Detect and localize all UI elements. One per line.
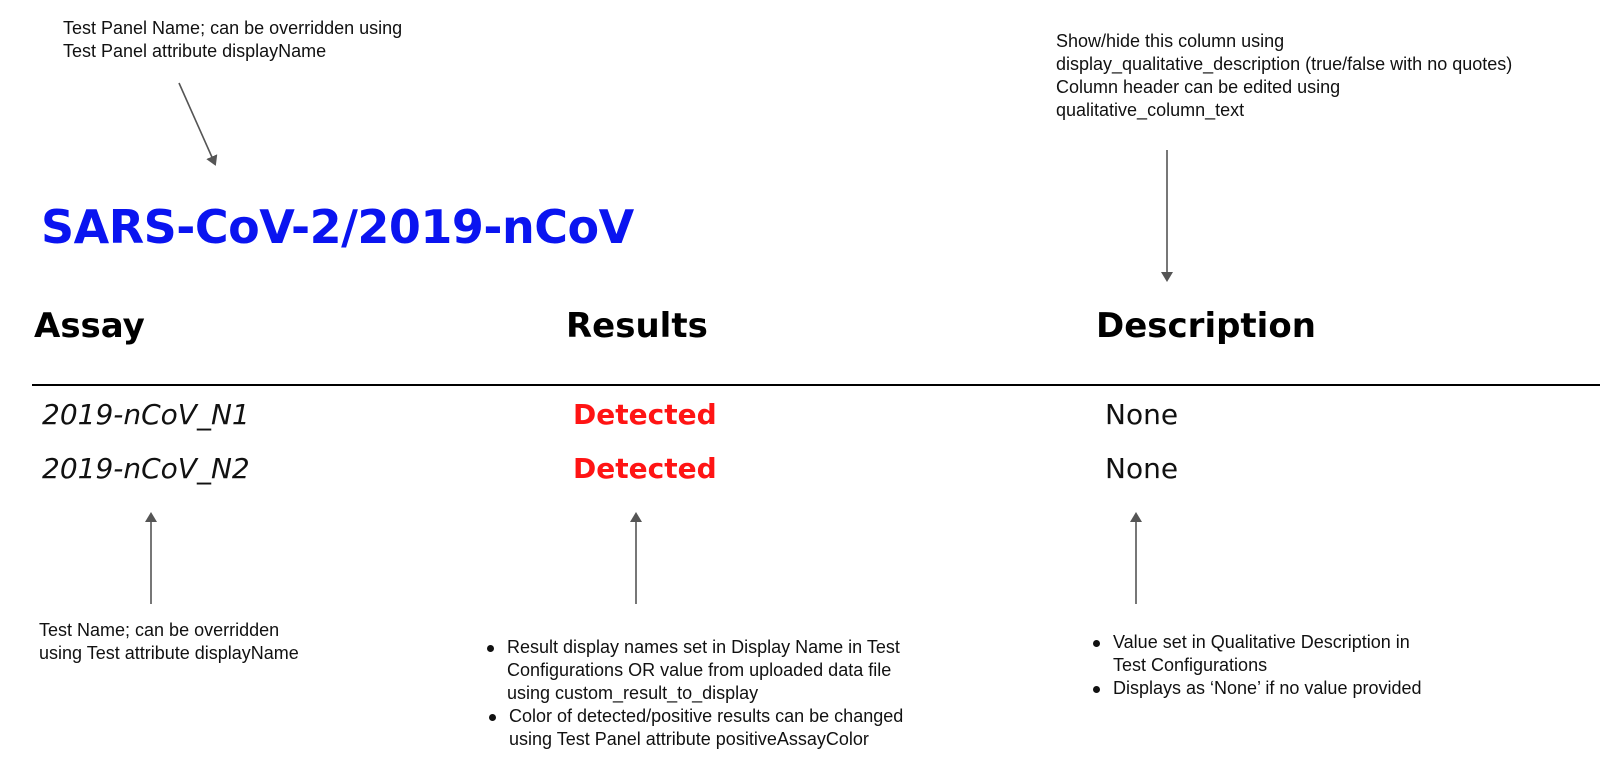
- column-header-results: Results: [566, 306, 708, 346]
- annotation-qualitative-description: [1113, 631, 1422, 700]
- annotation-line: display_qualitative_description (true/false with no quotes): [1056, 54, 1513, 74]
- result-value: Detected: [573, 398, 717, 431]
- annotation-bullet: [509, 705, 903, 751]
- arrow-panel-name: [179, 83, 215, 164]
- annotation-line: Result display names set in Display Name in Test: [507, 637, 900, 657]
- bullet-icon: [1093, 640, 1100, 647]
- annotation-line: qualitative_column_text: [1056, 100, 1245, 120]
- annotation-line: Value set in Qualitative Description in: [1113, 632, 1410, 652]
- annotation-bullet: [1113, 631, 1422, 677]
- annotation-results: [507, 636, 903, 751]
- annotation-line: Displays as ‘None’ if no value provided: [1113, 678, 1422, 698]
- annotation-line: Show/hide this column using: [1056, 31, 1285, 51]
- annotation-line: Column header can be edited using: [1056, 77, 1341, 97]
- column-header-description: Description: [1096, 306, 1316, 346]
- result-value: Detected: [573, 452, 717, 485]
- assay-name: 2019-nCoV_N1: [42, 398, 250, 431]
- description-value: None: [1105, 452, 1179, 485]
- annotation-bullet: [1113, 677, 1422, 700]
- annotation-description-column: [1056, 30, 1512, 122]
- annotation-line: using Test Panel attribute positiveAssayColor: [509, 729, 869, 749]
- annotation-line: Configurations OR value from uploaded data file: [507, 660, 892, 680]
- description-value: None: [1105, 398, 1179, 431]
- annotation-line: Test Name; can be overridden: [39, 620, 280, 640]
- bullet-icon: [489, 714, 496, 721]
- assay-name: 2019-nCoV_N2: [42, 452, 250, 485]
- annotation-line: Color of detected/positive results can be changed: [509, 706, 904, 726]
- annotation-test-name: [39, 619, 299, 665]
- annotation-line: Test Panel Name; can be overridden using: [63, 18, 403, 38]
- annotation-bullet: [507, 636, 903, 705]
- annotation-line: using Test attribute displayName: [39, 643, 299, 663]
- bullet-icon: [487, 645, 494, 652]
- annotation-line: Test Panel attribute displayName: [63, 41, 327, 61]
- column-header-assay: Assay: [34, 306, 145, 346]
- annotation-panel-name: [63, 17, 402, 63]
- annotation-line: using custom_result_to_display: [507, 683, 759, 703]
- annotation-line: Test Configurations: [1113, 655, 1268, 675]
- header-divider: [32, 384, 1600, 386]
- panel-title: SARS-CoV-2/2019-nCoV: [41, 200, 634, 254]
- bullet-icon: [1093, 686, 1100, 693]
